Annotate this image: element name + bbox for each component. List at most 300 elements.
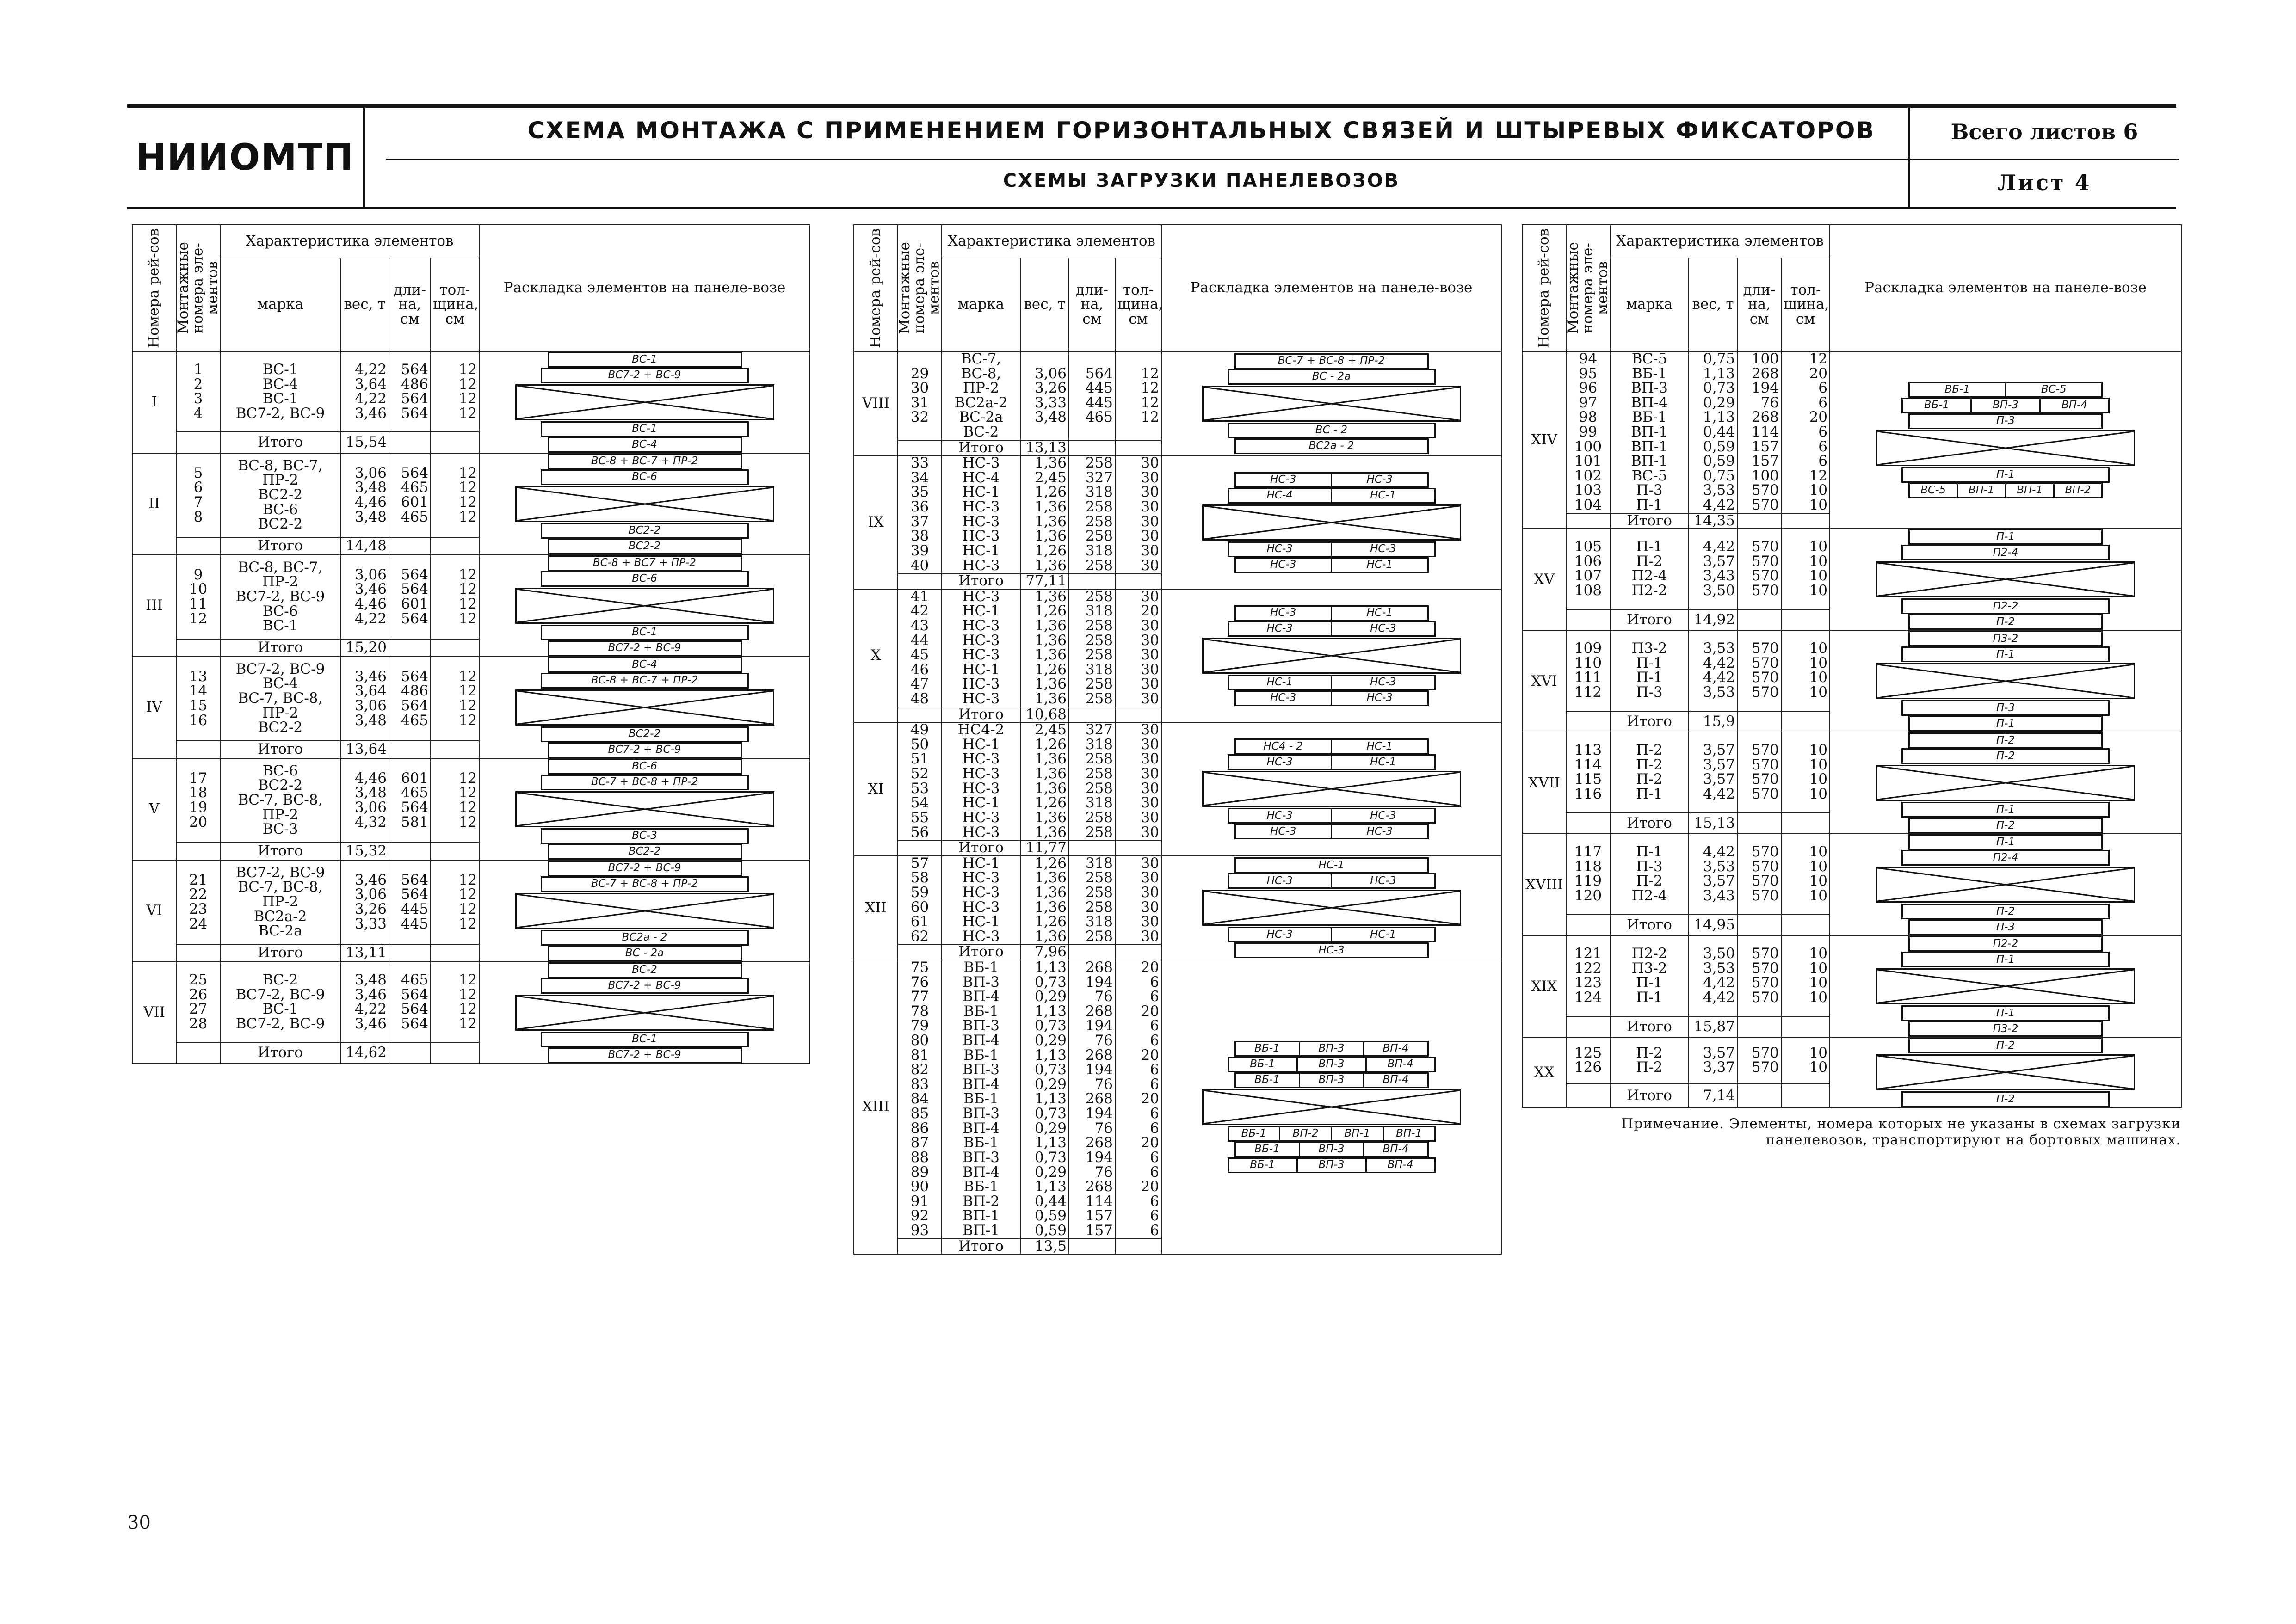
cell-value: НС-3 bbox=[962, 824, 1000, 841]
diagram-row bbox=[1228, 1126, 1436, 1142]
cell-value: 2,45 bbox=[1034, 721, 1067, 738]
cell-value: 194 bbox=[1751, 380, 1779, 397]
trailer-frame bbox=[1876, 867, 2135, 903]
cell-value: 327 bbox=[1085, 721, 1113, 738]
cell-value: НС-1 bbox=[962, 913, 1000, 930]
loading-diagram bbox=[515, 657, 774, 758]
empty-cell bbox=[1737, 711, 1781, 732]
element-lengths bbox=[1069, 351, 1115, 440]
cell-value: НС-3 bbox=[962, 809, 1000, 826]
empty-cell bbox=[1566, 1084, 1610, 1108]
element-lengths bbox=[1737, 834, 1781, 914]
trailer-cross-icon bbox=[517, 386, 773, 419]
cell-value: ВС7-2, ВС-9 bbox=[235, 660, 325, 677]
cell-value: 12 bbox=[1809, 351, 1827, 367]
diagram-row bbox=[1228, 1057, 1436, 1072]
cell-value: 10 bbox=[1809, 684, 1827, 701]
cell-value: 30 bbox=[1141, 869, 1159, 886]
diagram-row bbox=[548, 352, 742, 368]
element-weights bbox=[340, 657, 389, 741]
cell-value: 6 bbox=[1150, 1061, 1159, 1078]
cell-value: П-2 bbox=[1636, 756, 1663, 773]
trailer-cross-icon bbox=[1877, 766, 2134, 800]
diagram-row bbox=[1901, 646, 2110, 662]
empty-cell bbox=[898, 707, 942, 723]
diagram-element-label: НС-4 bbox=[1229, 489, 1333, 502]
total-label: Итого bbox=[942, 840, 1020, 856]
cell-value: 20 bbox=[1141, 603, 1159, 620]
loading-table bbox=[132, 224, 810, 1064]
empty-cell bbox=[1115, 944, 1161, 960]
diagram-row bbox=[541, 978, 749, 994]
mount-numbers bbox=[898, 960, 942, 1239]
cell-value: 570 bbox=[1751, 945, 1779, 962]
cell-value: 122 bbox=[1574, 960, 1602, 977]
diagram-row bbox=[1901, 1005, 2110, 1021]
diagram-element-label: П-2 bbox=[1996, 1093, 2015, 1105]
cell-value: 3,46 bbox=[354, 405, 387, 422]
diagram-element-label: НС-1 bbox=[1370, 756, 1396, 768]
cell-value: НС-3 bbox=[962, 690, 1000, 707]
cell-value: 3,53 bbox=[1703, 960, 1735, 977]
cell-value: П-2 bbox=[1636, 742, 1663, 759]
layout-cell bbox=[479, 860, 810, 962]
cell-value: 157 bbox=[1751, 438, 1779, 455]
cell-value: 0,59 bbox=[1703, 453, 1735, 470]
cell-value: 3,53 bbox=[1703, 640, 1735, 657]
cell-value: 30 bbox=[1141, 557, 1159, 574]
cell-value: 110 bbox=[1574, 654, 1602, 671]
total-weight: 14,62 bbox=[340, 1042, 389, 1064]
cell-value: 12 bbox=[458, 971, 477, 988]
diagram-element-label: П-1 bbox=[1996, 648, 2015, 660]
cell-value: 30 bbox=[1141, 794, 1159, 812]
loading-diagram bbox=[515, 861, 774, 961]
cell-value: 118 bbox=[1574, 858, 1602, 875]
cell-value: 12 bbox=[458, 712, 477, 729]
element-thickness bbox=[1115, 455, 1161, 573]
cell-value: 10 bbox=[1809, 945, 1827, 962]
trailer-frame bbox=[1202, 771, 1461, 807]
cell-value: 0,29 bbox=[1034, 1076, 1067, 1093]
cell-value: НС-3 bbox=[962, 898, 1000, 916]
cell-value: ВС-7, ВС-8, ПР-2 bbox=[238, 690, 323, 721]
element-thickness bbox=[431, 657, 479, 741]
org-cell bbox=[127, 108, 365, 207]
cell-value: 52 bbox=[910, 765, 929, 782]
diagram-element-label: ВП-4 bbox=[2061, 399, 2087, 411]
cell-value: 30 bbox=[910, 380, 929, 397]
cell-value: 1,26 bbox=[1034, 484, 1067, 501]
cell-value: 6 bbox=[1150, 988, 1159, 1005]
diagram-element-label: П-1 bbox=[1996, 1007, 2015, 1019]
element-weights bbox=[1689, 935, 1737, 1016]
cell-value: 47 bbox=[910, 676, 929, 693]
loading-diagram bbox=[1876, 936, 2135, 1037]
diagram-row bbox=[541, 571, 749, 587]
trip-row bbox=[132, 657, 810, 741]
trailer-cross-icon bbox=[517, 487, 773, 521]
cell-value: 0,75 bbox=[1703, 351, 1735, 367]
cell-value: 77 bbox=[910, 988, 929, 1005]
cell-value: 44 bbox=[910, 632, 929, 649]
element-thickness bbox=[1781, 630, 1830, 711]
cell-value: ВС-8, ВС-7, ПР-2 bbox=[238, 457, 323, 489]
diagram-row bbox=[548, 962, 742, 978]
cell-value: 1,26 bbox=[1034, 661, 1067, 678]
cell-value: 445 bbox=[401, 915, 428, 932]
total-weight: 14,92 bbox=[1689, 609, 1737, 631]
cell-value: 4,22 bbox=[354, 1001, 387, 1018]
cell-value: 12 bbox=[458, 566, 477, 583]
cell-value: ВС-5 bbox=[1631, 467, 1667, 484]
cell-value: ВП-3 bbox=[962, 1061, 1000, 1078]
diagram-element-label: ВС-8 + ВС-7 + ПР-2 bbox=[591, 674, 698, 687]
diagram-row bbox=[1228, 873, 1436, 889]
empty-cell bbox=[431, 639, 479, 657]
diagram-row bbox=[548, 759, 742, 775]
cell-value: 10 bbox=[1809, 1059, 1827, 1076]
cell-value: 115 bbox=[1574, 771, 1602, 788]
cell-value: 2 bbox=[193, 375, 203, 393]
total-label: Итого bbox=[942, 1239, 1020, 1255]
cell-value: 570 bbox=[1751, 786, 1779, 803]
cell-value: 30 bbox=[1141, 721, 1159, 738]
element-thickness bbox=[1115, 722, 1161, 840]
cell-value: 121 bbox=[1574, 945, 1602, 962]
cell-value: 0,73 bbox=[1034, 1061, 1067, 1078]
title-divider bbox=[386, 159, 2037, 160]
diagram-row bbox=[541, 421, 749, 437]
diagram-element-label: П3-2 bbox=[1993, 1022, 2018, 1035]
empty-cell bbox=[1737, 513, 1781, 529]
cell-value: 6 bbox=[1150, 1105, 1159, 1122]
diagram-element-label: ВС2-2 bbox=[628, 845, 661, 858]
cell-value: 30 bbox=[1141, 632, 1159, 649]
cell-value: 318 bbox=[1085, 542, 1113, 559]
cell-value: 15 bbox=[189, 697, 208, 714]
thickness-header: тол-щина, см bbox=[1781, 258, 1830, 351]
cell-value: НС-1 bbox=[962, 542, 1000, 559]
element-characteristics-header: Характеристика элементов bbox=[942, 225, 1161, 258]
diagram-row bbox=[1908, 936, 2103, 952]
loading-diagram bbox=[1202, 353, 1461, 454]
cell-value: 3 bbox=[193, 390, 203, 407]
cell-value: 92 bbox=[910, 1207, 929, 1224]
element-thickness bbox=[431, 351, 479, 432]
cell-value: 0,59 bbox=[1034, 1222, 1067, 1239]
diagram-element-label: ВС2-2 bbox=[628, 524, 661, 537]
element-lengths bbox=[389, 555, 431, 639]
cell-value: 81 bbox=[910, 1046, 929, 1064]
loading-diagram bbox=[515, 454, 774, 554]
diagram-row bbox=[1228, 675, 1436, 690]
cell-value: 78 bbox=[910, 1003, 929, 1020]
trailer-cross-icon bbox=[517, 589, 773, 622]
diagram-row bbox=[541, 930, 749, 946]
diagram-row bbox=[541, 876, 749, 892]
cell-value: 445 bbox=[1085, 380, 1113, 397]
cell-value: 57 bbox=[910, 855, 929, 872]
cell-value: ВБ-1 bbox=[963, 1046, 999, 1064]
cell-value: 9 bbox=[193, 566, 203, 583]
loading-table bbox=[1522, 224, 2182, 1108]
diagram-element-label: ВС-7 + ВС-8 + ПР-2 bbox=[1278, 354, 1385, 367]
diagram-row bbox=[541, 469, 749, 485]
diagram-element-label: НС-3 bbox=[1229, 809, 1333, 822]
diagram-row bbox=[1908, 614, 2103, 630]
cell-value: 564 bbox=[401, 566, 428, 583]
diagram-row bbox=[1901, 545, 2110, 560]
cell-value: 1,36 bbox=[1034, 809, 1067, 826]
diagram-row bbox=[548, 555, 742, 571]
mark-header: марка bbox=[942, 258, 1020, 351]
cell-value: 17 bbox=[189, 769, 208, 787]
cell-value: 76 bbox=[1094, 1120, 1113, 1137]
diagram-row bbox=[1228, 621, 1436, 637]
diagram-element-label: НС-3 bbox=[1236, 559, 1333, 572]
cell-value: 570 bbox=[1751, 887, 1779, 904]
cell-value: 1,36 bbox=[1034, 632, 1067, 649]
diagram-element-label: ВС7-2 + ВС-9 bbox=[608, 744, 681, 756]
cell-value: 28 bbox=[189, 1015, 208, 1032]
cell-value: ВС-6 bbox=[262, 603, 298, 620]
layout-cell bbox=[1830, 529, 2181, 630]
total-label: Итого bbox=[220, 843, 340, 860]
cell-value: НС-3 bbox=[962, 780, 1000, 797]
cell-value: ВС2-2 bbox=[258, 777, 303, 794]
loading-diagram bbox=[515, 352, 774, 453]
element-thickness bbox=[431, 860, 479, 944]
trailer-cross-icon bbox=[1204, 772, 1460, 806]
cell-value: 50 bbox=[910, 736, 929, 753]
cell-value: 30 bbox=[1141, 528, 1159, 545]
diagram-row bbox=[1901, 598, 2110, 614]
cell-value: 268 bbox=[1085, 959, 1113, 976]
cell-value: НС-3 bbox=[962, 632, 1000, 649]
diagram-row bbox=[548, 539, 742, 554]
element-marks bbox=[1610, 834, 1689, 914]
cell-value: 3,48 bbox=[1034, 409, 1067, 426]
cell-value: 194 bbox=[1085, 1061, 1113, 1078]
trip-number: II bbox=[132, 453, 176, 555]
cell-value: 318 bbox=[1085, 603, 1113, 620]
element-thickness bbox=[1115, 856, 1161, 945]
element-marks bbox=[1610, 1037, 1689, 1083]
cell-value: 60 bbox=[910, 898, 929, 916]
empty-cell bbox=[1566, 711, 1610, 732]
diagram-element-label: ВС - 2а bbox=[625, 947, 664, 960]
cell-value: 87 bbox=[910, 1134, 929, 1151]
table-header-row bbox=[132, 225, 810, 258]
trip-number: XIV bbox=[1522, 351, 1566, 529]
cell-value: 7 bbox=[193, 493, 203, 511]
diagram-element-label: ВП-4 bbox=[1383, 1042, 1409, 1055]
cell-value: 59 bbox=[910, 884, 929, 901]
diagram-row bbox=[1234, 472, 1429, 488]
cell-value: 109 bbox=[1574, 640, 1602, 657]
cell-value: ВП-4 bbox=[962, 988, 1000, 1005]
cell-value: 32 bbox=[910, 409, 929, 426]
element-lengths bbox=[389, 860, 431, 944]
mount-numbers bbox=[1566, 351, 1610, 513]
cell-value: 96 bbox=[1579, 380, 1598, 397]
cell-value: 105 bbox=[1574, 538, 1602, 555]
diagram-element-label: ВС - 2а bbox=[1312, 370, 1351, 382]
cell-value: П-3 bbox=[1636, 482, 1663, 499]
trip-number: XVI bbox=[1522, 630, 1566, 732]
cell-value: 12 bbox=[458, 1015, 477, 1032]
element-lengths bbox=[1069, 455, 1115, 573]
trip-number: XX bbox=[1522, 1037, 1566, 1107]
cell-value: 76 bbox=[1094, 1032, 1113, 1049]
element-weights bbox=[1020, 856, 1069, 945]
cell-value: 0,29 bbox=[1034, 1120, 1067, 1137]
cell-value: 30 bbox=[1141, 646, 1159, 664]
cell-value: 570 bbox=[1751, 684, 1779, 701]
cell-value: 564 bbox=[401, 886, 428, 903]
diagram-row bbox=[541, 625, 749, 640]
diagram-element-label: П2-4 bbox=[1993, 851, 2018, 864]
cell-value: 318 bbox=[1085, 736, 1113, 753]
empty-cell bbox=[1737, 1016, 1781, 1038]
total-label: Итого bbox=[1610, 711, 1689, 732]
cell-value: 1,36 bbox=[1034, 617, 1067, 634]
cell-value: 0,73 bbox=[1034, 1017, 1067, 1034]
cell-value: П-1 bbox=[1636, 989, 1663, 1006]
cell-value: 12 bbox=[458, 479, 477, 496]
loading-diagram bbox=[1202, 1041, 1461, 1173]
trip-row bbox=[854, 856, 1501, 945]
cell-value: 445 bbox=[401, 900, 428, 917]
cell-value: 564 bbox=[401, 405, 428, 422]
cell-value: 3,64 bbox=[354, 375, 387, 393]
cell-value: 318 bbox=[1085, 913, 1113, 930]
cell-value: 570 bbox=[1751, 843, 1779, 861]
element-thickness bbox=[431, 758, 479, 843]
cell-value: 54 bbox=[910, 794, 929, 812]
trailer-cross-icon bbox=[1877, 664, 2134, 698]
empty-cell bbox=[389, 741, 431, 758]
layout-cell bbox=[1161, 589, 1501, 722]
cell-value: 4,42 bbox=[1703, 786, 1735, 803]
cell-value: 6 bbox=[1150, 1149, 1159, 1166]
cell-value: 1,26 bbox=[1034, 603, 1067, 620]
cell-value: 43 bbox=[910, 617, 929, 634]
total-weight: 13,5 bbox=[1020, 1239, 1069, 1255]
cell-value: 18 bbox=[189, 784, 208, 801]
cell-value: 3,57 bbox=[1703, 873, 1735, 890]
cell-value: 1,36 bbox=[1034, 928, 1067, 945]
diagram-element-label: ВС - 2 bbox=[1315, 424, 1348, 436]
layout-header: Раскладка элементов на панеле-возе bbox=[1830, 225, 2181, 351]
empty-cell bbox=[1566, 813, 1610, 834]
cell-value: 12 bbox=[458, 405, 477, 422]
empty-cell bbox=[1781, 609, 1830, 631]
diagram-element-label: ВБ-1 bbox=[1910, 383, 2006, 396]
cell-value: ВС2-2 bbox=[258, 719, 303, 736]
diagram-element-label: ВС-7 + ВС-8 + ПР-2 bbox=[591, 878, 698, 890]
empty-cell bbox=[1781, 813, 1830, 834]
layout-header: Раскладка элементов на панеле-возе bbox=[1161, 225, 1501, 351]
diagram-element-label: НС-3 bbox=[1366, 692, 1393, 704]
total-weight: 7,96 bbox=[1020, 944, 1069, 960]
cell-value: 30 bbox=[1141, 676, 1159, 693]
total-label: Итого bbox=[220, 432, 340, 453]
diagram-row bbox=[1908, 716, 2103, 732]
layout-cell bbox=[1161, 960, 1501, 1254]
cell-value: 327 bbox=[1085, 469, 1113, 486]
cell-value: 37 bbox=[910, 513, 929, 530]
empty-cell bbox=[898, 1239, 942, 1255]
loading-diagram bbox=[1876, 834, 2135, 935]
cell-value: 51 bbox=[910, 750, 929, 768]
trip-number: III bbox=[132, 555, 176, 657]
element-weights bbox=[340, 758, 389, 843]
element-lengths bbox=[1737, 935, 1781, 1016]
diagram-row bbox=[1228, 754, 1436, 770]
diagram-row bbox=[1234, 353, 1429, 369]
diagram-row bbox=[1908, 483, 2103, 498]
cell-value: 465 bbox=[401, 508, 428, 525]
cell-value: 48 bbox=[910, 690, 929, 707]
trailer-cross-icon bbox=[517, 793, 773, 826]
cell-value: НС-1 bbox=[962, 661, 1000, 678]
cell-value: 12 bbox=[458, 683, 477, 700]
diagram-row bbox=[1901, 748, 2110, 764]
cell-value: 1,36 bbox=[1034, 780, 1067, 797]
cell-value: 12 bbox=[458, 784, 477, 801]
diagram-element-label: ВП-3 bbox=[1300, 1042, 1364, 1055]
cell-value: ВС7-2, ВС-9 bbox=[235, 405, 325, 422]
cell-value: НС-3 bbox=[962, 588, 1000, 605]
trailer-frame bbox=[1876, 430, 2135, 466]
cell-value: 106 bbox=[1574, 553, 1602, 570]
cell-value: 10 bbox=[1809, 960, 1827, 977]
cell-value: 1,36 bbox=[1034, 824, 1067, 841]
diagram-row bbox=[1901, 398, 2110, 413]
diagram-element-label: ВП-1 bbox=[2006, 484, 2055, 497]
cell-value: ВБ-1 bbox=[1632, 365, 1667, 382]
diagram-element-label: ВП-3 bbox=[1298, 1159, 1367, 1172]
cell-value: ВС2-2 bbox=[258, 486, 303, 504]
cell-value: 3,46 bbox=[354, 1015, 387, 1032]
cell-value: 12 bbox=[1141, 409, 1159, 426]
cell-value: 20 bbox=[1141, 1003, 1159, 1020]
trailer-frame bbox=[515, 486, 774, 522]
loading-table-section-3 bbox=[1522, 224, 2181, 1148]
cell-value: 258 bbox=[1085, 884, 1113, 901]
mount-numbers bbox=[898, 351, 942, 440]
cell-value: 91 bbox=[910, 1193, 929, 1210]
cell-value: 6 bbox=[1818, 380, 1827, 397]
cell-value: 1,36 bbox=[1034, 513, 1067, 530]
cell-value: ВС-7, ВС-8, ПР-2 bbox=[238, 879, 323, 910]
cell-value: НС-4 bbox=[962, 469, 1000, 486]
cell-value: 10 bbox=[1809, 858, 1827, 875]
element-lengths bbox=[1737, 732, 1781, 812]
cell-value: 45 bbox=[910, 646, 929, 664]
cell-value: 570 bbox=[1751, 960, 1779, 977]
cell-value: НС-3 bbox=[962, 528, 1000, 545]
cell-value: П-3 bbox=[1636, 858, 1663, 875]
diagram-row bbox=[1234, 557, 1429, 573]
cell-value: 103 bbox=[1574, 482, 1602, 499]
trip-number: VII bbox=[132, 962, 176, 1064]
total-weight: 14,35 bbox=[1689, 513, 1737, 529]
cell-value: 30 bbox=[1141, 928, 1159, 945]
cell-value: НС-3 bbox=[962, 557, 1000, 574]
